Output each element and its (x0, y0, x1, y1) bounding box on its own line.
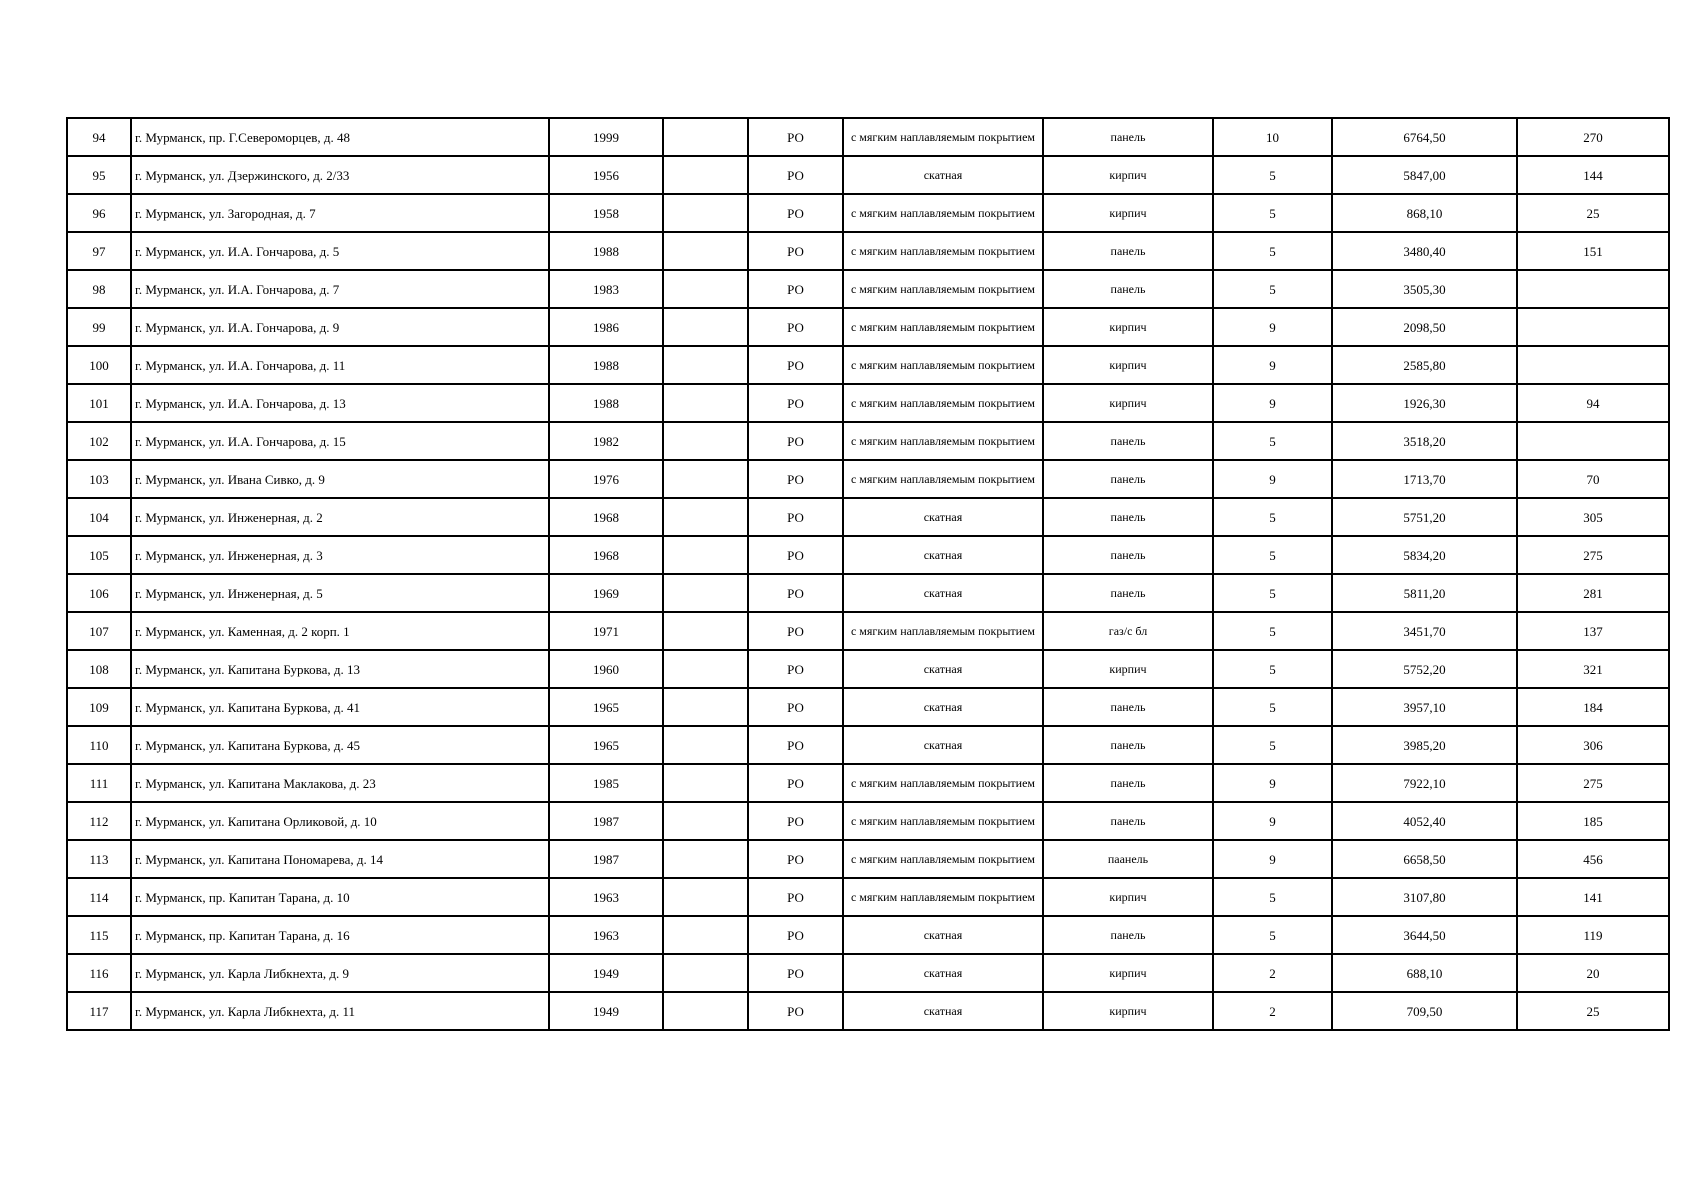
cell-area: 3985,20 (1332, 726, 1517, 764)
cell-code: РО (748, 536, 843, 574)
cell-year: 1971 (549, 612, 663, 650)
cell-address: г. Мурманск, пр. Капитан Тарана, д. 16 (131, 916, 549, 954)
cell-wall-material: кирпич (1043, 346, 1213, 384)
cell-empty (663, 612, 748, 650)
cell-residents: 305 (1517, 498, 1669, 536)
cell-floors: 5 (1213, 270, 1332, 308)
cell-empty (663, 194, 748, 232)
cell-residents (1517, 270, 1669, 308)
cell-wall-material: кирпич (1043, 650, 1213, 688)
cell-floors: 9 (1213, 802, 1332, 840)
cell-number: 102 (67, 422, 131, 460)
cell-year: 1958 (549, 194, 663, 232)
cell-year: 1985 (549, 764, 663, 802)
cell-floors: 5 (1213, 612, 1332, 650)
cell-empty (663, 802, 748, 840)
cell-wall-material: кирпич (1043, 954, 1213, 992)
cell-roof-type: с мягким наплавляемым покрытием (843, 118, 1043, 156)
cell-empty (663, 916, 748, 954)
cell-empty (663, 840, 748, 878)
cell-roof-type: скатная (843, 650, 1043, 688)
cell-address: г. Мурманск, ул. Карла Либкнехта, д. 9 (131, 954, 549, 992)
cell-code: РО (748, 118, 843, 156)
cell-roof-type: скатная (843, 536, 1043, 574)
cell-wall-material: панель (1043, 460, 1213, 498)
cell-number: 103 (67, 460, 131, 498)
cell-number: 113 (67, 840, 131, 878)
cell-area: 5751,20 (1332, 498, 1517, 536)
cell-residents: 185 (1517, 802, 1669, 840)
cell-address: г. Мурманск, ул. Загородная, д. 7 (131, 194, 549, 232)
cell-floors: 5 (1213, 916, 1332, 954)
cell-code: РО (748, 384, 843, 422)
cell-floors: 9 (1213, 384, 1332, 422)
cell-number: 104 (67, 498, 131, 536)
table-row (67, 612, 1669, 650)
cell-wall-material: панель (1043, 574, 1213, 612)
cell-year: 1987 (549, 802, 663, 840)
cell-address: г. Мурманск, ул. Инженерная, д. 2 (131, 498, 549, 536)
cell-floors: 5 (1213, 650, 1332, 688)
cell-area: 2098,50 (1332, 308, 1517, 346)
table-row (67, 156, 1669, 194)
cell-empty (663, 878, 748, 916)
cell-area: 1926,30 (1332, 384, 1517, 422)
cell-wall-material: кирпич (1043, 384, 1213, 422)
cell-area: 709,50 (1332, 992, 1517, 1030)
cell-number: 109 (67, 688, 131, 726)
housing-registry-table (66, 117, 1670, 1031)
cell-residents: 306 (1517, 726, 1669, 764)
cell-wall-material: панель (1043, 498, 1213, 536)
cell-floors: 5 (1213, 422, 1332, 460)
table-row (67, 878, 1669, 916)
cell-empty (663, 422, 748, 460)
cell-number: 101 (67, 384, 131, 422)
cell-code: РО (748, 916, 843, 954)
cell-roof-type: с мягким наплавляемым покрытием (843, 270, 1043, 308)
cell-number: 96 (67, 194, 131, 232)
table-row (67, 460, 1669, 498)
table-row (67, 118, 1669, 156)
cell-empty (663, 498, 748, 536)
cell-residents: 119 (1517, 916, 1669, 954)
cell-floors: 9 (1213, 346, 1332, 384)
cell-number: 105 (67, 536, 131, 574)
cell-floors: 5 (1213, 498, 1332, 536)
cell-address: г. Мурманск, ул. Инженерная, д. 3 (131, 536, 549, 574)
cell-area: 1713,70 (1332, 460, 1517, 498)
cell-address: г. Мурманск, ул. И.А. Гончарова, д. 5 (131, 232, 549, 270)
cell-address: г. Мурманск, ул. Капитана Буркова, д. 41 (131, 688, 549, 726)
table-row (67, 726, 1669, 764)
cell-roof-type: с мягким наплавляемым покрытием (843, 612, 1043, 650)
cell-year: 1983 (549, 270, 663, 308)
cell-floors: 5 (1213, 574, 1332, 612)
cell-number: 99 (67, 308, 131, 346)
cell-floors: 9 (1213, 764, 1332, 802)
cell-roof-type: с мягким наплавляемым покрытием (843, 308, 1043, 346)
cell-code: РО (748, 156, 843, 194)
cell-number: 107 (67, 612, 131, 650)
cell-number: 114 (67, 878, 131, 916)
cell-area: 688,10 (1332, 954, 1517, 992)
cell-empty (663, 156, 748, 194)
cell-address: г. Мурманск, ул. Капитана Маклакова, д. 23 (131, 764, 549, 802)
cell-roof-type: с мягким наплавляемым покрытием (843, 878, 1043, 916)
table-row (67, 498, 1669, 536)
cell-floors: 5 (1213, 878, 1332, 916)
cell-year: 1999 (549, 118, 663, 156)
cell-year: 1963 (549, 916, 663, 954)
cell-roof-type: с мягким наплавляемым покрытием (843, 384, 1043, 422)
cell-floors: 5 (1213, 726, 1332, 764)
cell-address: г. Мурманск, ул. И.А. Гончарова, д. 15 (131, 422, 549, 460)
cell-address: г. Мурманск, ул. Инженерная, д. 5 (131, 574, 549, 612)
cell-wall-material: кирпич (1043, 992, 1213, 1030)
cell-number: 98 (67, 270, 131, 308)
cell-code: РО (748, 308, 843, 346)
cell-area: 868,10 (1332, 194, 1517, 232)
cell-number: 97 (67, 232, 131, 270)
cell-empty (663, 574, 748, 612)
cell-empty (663, 954, 748, 992)
cell-roof-type: с мягким наплавляемым покрытием (843, 232, 1043, 270)
cell-wall-material: панель (1043, 726, 1213, 764)
cell-address: г. Мурманск, ул. Капитана Буркова, д. 13 (131, 650, 549, 688)
cell-area: 5834,20 (1332, 536, 1517, 574)
cell-roof-type: с мягким наплавляемым покрытием (843, 422, 1043, 460)
cell-residents (1517, 422, 1669, 460)
cell-code: РО (748, 992, 843, 1030)
cell-code: РО (748, 878, 843, 916)
cell-floors: 10 (1213, 118, 1332, 156)
cell-roof-type: скатная (843, 916, 1043, 954)
cell-code: РО (748, 270, 843, 308)
cell-code: РО (748, 498, 843, 536)
cell-year: 1960 (549, 650, 663, 688)
cell-floors: 5 (1213, 536, 1332, 574)
cell-wall-material: панель (1043, 802, 1213, 840)
table-body (67, 118, 1669, 1030)
cell-wall-material: панель (1043, 916, 1213, 954)
table-row (67, 270, 1669, 308)
cell-address: г. Мурманск, ул. Капитана Орликовой, д. 10 (131, 802, 549, 840)
cell-number: 106 (67, 574, 131, 612)
cell-year: 1949 (549, 954, 663, 992)
cell-residents: 151 (1517, 232, 1669, 270)
cell-code: РО (748, 954, 843, 992)
cell-year: 1969 (549, 574, 663, 612)
cell-residents: 321 (1517, 650, 1669, 688)
cell-residents: 270 (1517, 118, 1669, 156)
cell-address: г. Мурманск, ул. Каменная, д. 2 корп. 1 (131, 612, 549, 650)
cell-number: 111 (67, 764, 131, 802)
cell-wall-material: панель (1043, 764, 1213, 802)
cell-roof-type: скатная (843, 574, 1043, 612)
cell-number: 112 (67, 802, 131, 840)
cell-wall-material: кирпич (1043, 878, 1213, 916)
cell-code: РО (748, 422, 843, 460)
cell-residents: 456 (1517, 840, 1669, 878)
cell-roof-type: с мягким наплавляемым покрытием (843, 802, 1043, 840)
cell-floors: 5 (1213, 232, 1332, 270)
cell-floors: 5 (1213, 156, 1332, 194)
cell-empty (663, 688, 748, 726)
cell-empty (663, 118, 748, 156)
cell-year: 1988 (549, 346, 663, 384)
cell-wall-material: газ/с бл (1043, 612, 1213, 650)
cell-floors: 9 (1213, 840, 1332, 878)
cell-year: 1988 (549, 232, 663, 270)
cell-empty (663, 992, 748, 1030)
cell-roof-type: скатная (843, 726, 1043, 764)
cell-area: 5811,20 (1332, 574, 1517, 612)
cell-residents: 184 (1517, 688, 1669, 726)
cell-roof-type: с мягким наплавляемым покрытием (843, 460, 1043, 498)
cell-code: РО (748, 802, 843, 840)
cell-roof-type: с мягким наплавляемым покрытием (843, 346, 1043, 384)
cell-address: г. Мурманск, ул. Ивана Сивко, д. 9 (131, 460, 549, 498)
cell-area: 3451,70 (1332, 612, 1517, 650)
cell-empty (663, 346, 748, 384)
cell-wall-material: панель (1043, 688, 1213, 726)
cell-address: г. Мурманск, ул. Капитана Буркова, д. 45 (131, 726, 549, 764)
cell-address: г. Мурманск, ул. Капитана Пономарева, д. 14 (131, 840, 549, 878)
table-row (67, 346, 1669, 384)
cell-residents: 137 (1517, 612, 1669, 650)
table-row (67, 764, 1669, 802)
cell-empty (663, 726, 748, 764)
cell-area: 3644,50 (1332, 916, 1517, 954)
cell-number: 108 (67, 650, 131, 688)
cell-area: 3957,10 (1332, 688, 1517, 726)
table-row (67, 384, 1669, 422)
cell-wall-material: панель (1043, 232, 1213, 270)
cell-residents: 275 (1517, 764, 1669, 802)
cell-empty (663, 536, 748, 574)
cell-roof-type: с мягким наплавляемым покрытием (843, 194, 1043, 232)
cell-floors: 9 (1213, 308, 1332, 346)
table-row (67, 194, 1669, 232)
table-row (67, 840, 1669, 878)
cell-residents: 25 (1517, 992, 1669, 1030)
cell-year: 1949 (549, 992, 663, 1030)
cell-year: 1968 (549, 498, 663, 536)
cell-code: РО (748, 460, 843, 498)
cell-residents (1517, 308, 1669, 346)
cell-floors: 5 (1213, 194, 1332, 232)
table-row (67, 308, 1669, 346)
cell-year: 1968 (549, 536, 663, 574)
table-row (67, 802, 1669, 840)
cell-address: г. Мурманск, ул. Карла Либкнехта, д. 11 (131, 992, 549, 1030)
cell-address: г. Мурманск, ул. И.А. Гончарова, д. 11 (131, 346, 549, 384)
cell-area: 3480,40 (1332, 232, 1517, 270)
table-row (67, 536, 1669, 574)
cell-wall-material: панель (1043, 536, 1213, 574)
cell-year: 1963 (549, 878, 663, 916)
table-row (67, 916, 1669, 954)
table-row (67, 422, 1669, 460)
cell-roof-type: скатная (843, 498, 1043, 536)
cell-year: 1987 (549, 840, 663, 878)
cell-address: г. Мурманск, ул. И.А. Гончарова, д. 7 (131, 270, 549, 308)
cell-empty (663, 308, 748, 346)
cell-floors: 5 (1213, 688, 1332, 726)
cell-code: РО (748, 346, 843, 384)
table-row (67, 574, 1669, 612)
cell-year: 1988 (549, 384, 663, 422)
cell-year: 1986 (549, 308, 663, 346)
cell-code: РО (748, 650, 843, 688)
cell-roof-type: скатная (843, 688, 1043, 726)
cell-code: РО (748, 612, 843, 650)
cell-address: г. Мурманск, ул. И.А. Гончарова, д. 13 (131, 384, 549, 422)
cell-number: 100 (67, 346, 131, 384)
cell-area: 6658,50 (1332, 840, 1517, 878)
cell-empty (663, 764, 748, 802)
cell-empty (663, 650, 748, 688)
cell-year: 1965 (549, 688, 663, 726)
cell-area: 3518,20 (1332, 422, 1517, 460)
cell-code: РО (748, 840, 843, 878)
cell-roof-type: с мягким наплавляемым покрытием (843, 764, 1043, 802)
cell-year: 1956 (549, 156, 663, 194)
cell-floors: 2 (1213, 954, 1332, 992)
cell-wall-material: панель (1043, 270, 1213, 308)
cell-area: 3505,30 (1332, 270, 1517, 308)
cell-area: 4052,40 (1332, 802, 1517, 840)
cell-number: 110 (67, 726, 131, 764)
cell-wall-material: кирпич (1043, 156, 1213, 194)
cell-residents: 94 (1517, 384, 1669, 422)
cell-floors: 9 (1213, 460, 1332, 498)
cell-area: 5847,00 (1332, 156, 1517, 194)
cell-year: 1965 (549, 726, 663, 764)
cell-roof-type: скатная (843, 992, 1043, 1030)
cell-number: 115 (67, 916, 131, 954)
cell-code: РО (748, 688, 843, 726)
cell-code: РО (748, 574, 843, 612)
cell-code: РО (748, 726, 843, 764)
cell-wall-material: панель (1043, 422, 1213, 460)
cell-residents: 70 (1517, 460, 1669, 498)
cell-empty (663, 270, 748, 308)
cell-code: РО (748, 232, 843, 270)
cell-roof-type: скатная (843, 156, 1043, 194)
cell-wall-material: кирпич (1043, 308, 1213, 346)
cell-area: 7922,10 (1332, 764, 1517, 802)
cell-empty (663, 460, 748, 498)
cell-number: 117 (67, 992, 131, 1030)
cell-empty (663, 232, 748, 270)
cell-residents: 20 (1517, 954, 1669, 992)
table-row (67, 992, 1669, 1030)
table-row (67, 954, 1669, 992)
cell-wall-material: паанель (1043, 840, 1213, 878)
table-row (67, 650, 1669, 688)
cell-residents (1517, 346, 1669, 384)
cell-year: 1976 (549, 460, 663, 498)
cell-area: 2585,80 (1332, 346, 1517, 384)
cell-address: г. Мурманск, пр. Капитан Тарана, д. 10 (131, 878, 549, 916)
cell-wall-material: панель (1043, 118, 1213, 156)
cell-year: 1982 (549, 422, 663, 460)
cell-residents: 141 (1517, 878, 1669, 916)
cell-roof-type: с мягким наплавляемым покрытием (843, 840, 1043, 878)
cell-residents: 25 (1517, 194, 1669, 232)
cell-residents: 281 (1517, 574, 1669, 612)
cell-number: 95 (67, 156, 131, 194)
cell-residents: 144 (1517, 156, 1669, 194)
cell-wall-material: кирпич (1043, 194, 1213, 232)
cell-roof-type: скатная (843, 954, 1043, 992)
cell-number: 94 (67, 118, 131, 156)
cell-floors: 2 (1213, 992, 1332, 1030)
cell-address: г. Мурманск, ул. Дзержинского, д. 2/33 (131, 156, 549, 194)
cell-code: РО (748, 764, 843, 802)
cell-area: 3107,80 (1332, 878, 1517, 916)
cell-residents: 275 (1517, 536, 1669, 574)
cell-number: 116 (67, 954, 131, 992)
table-row (67, 232, 1669, 270)
cell-code: РО (748, 194, 843, 232)
cell-area: 6764,50 (1332, 118, 1517, 156)
cell-empty (663, 384, 748, 422)
table-row (67, 688, 1669, 726)
cell-area: 5752,20 (1332, 650, 1517, 688)
cell-address: г. Мурманск, пр. Г.Североморцев, д. 48 (131, 118, 549, 156)
cell-address: г. Мурманск, ул. И.А. Гончарова, д. 9 (131, 308, 549, 346)
